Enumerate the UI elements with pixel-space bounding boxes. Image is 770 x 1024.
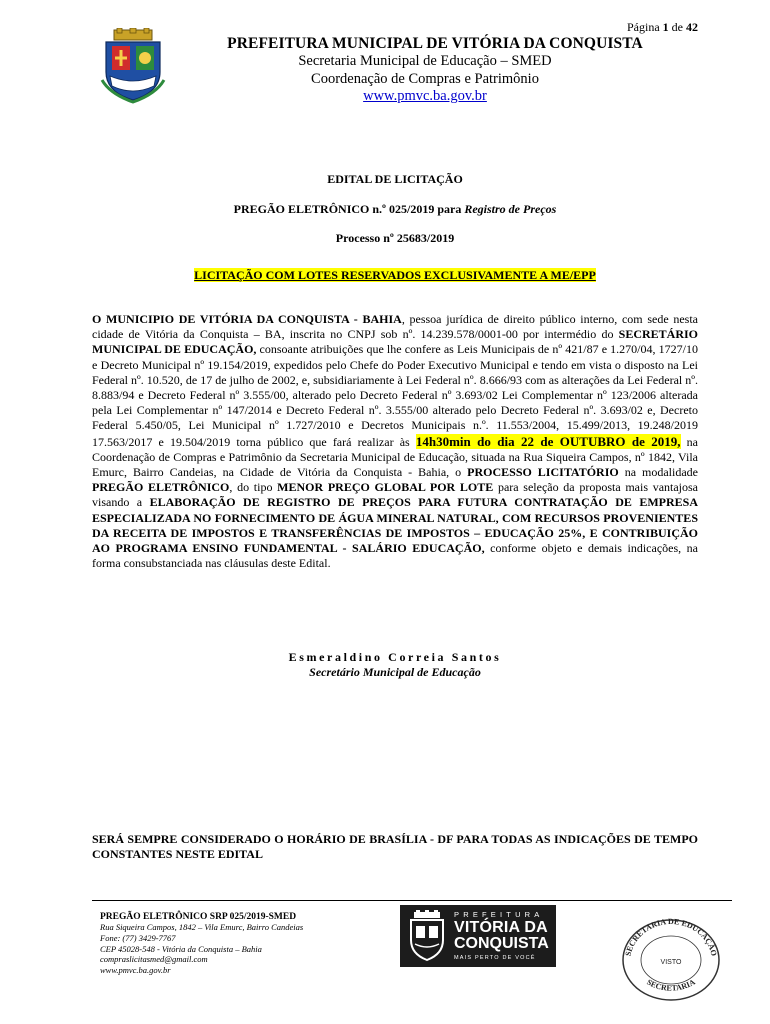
edital-heading: EDITAL DE LICITAÇÃO [327,172,463,186]
footer-info [100,912,400,976]
reserved-lots-notice [92,268,698,283]
footer-phone: Fone: (77) 3429-7767 [100,932,176,943]
body-text-1: , pessoa jurídica de direito público interno, com sede nesta cidade de Vitória da Conquista – BA, inscrita no CNPJ sob nº. 14.239.578/0001-00 por intermédio do [92,312,698,342]
pregao-line [92,202,698,217]
page-number [627,20,698,35]
header-website-link[interactable]: www.pmvc.ba.gov.br [363,88,487,104]
coat-of-arms-icon [100,28,166,104]
secretaria-stamp-icon [618,908,724,1002]
brand-prefeitura: PREFEITURA [454,910,544,919]
page-current: 1 [662,20,669,34]
pregao-registro: Registro de Preços [464,202,557,216]
footer-cep: CEP 45028-548 - Vitória da Conquista – Bahia [100,943,262,954]
body-bold-municipio: O MUNICIPIO DE VITÓRIA DA CONQUISTA - BAHIA [92,312,402,326]
page-sep: de [671,20,683,34]
body-text-5: , do tipo [229,480,278,495]
footer-address: Rua Siqueira Campos, 1842 – Vila Emurc, Bairro Candeias [100,922,304,932]
body-bold-processo: PROCESSO LICITATÓRIO [467,465,619,480]
body-bold-pregao: PREGÃO ELETRÔNICO [92,480,230,495]
page-label: Página [627,20,660,34]
brand-city-line2: CONQUISTA [454,935,549,952]
stamp-middle-text: VISTO [660,959,682,966]
svg-text:SECRETARIA [645,977,697,992]
reserved-lots-text: LICITAÇÃO COM LOTES RESERVADOS EXCLUSIVAMENTE A ME/EPP [194,268,596,282]
brand-slogan: MAIS PERTO DE VOCÊ [454,955,536,961]
page-total: 42 [686,20,698,34]
pregao-prefix: PREGÃO ELETRÔNICO n.º 025/2019 para [233,202,465,216]
header-coordenacao: Coordenação de Compras e Patrimônio [311,71,539,87]
footer-email: compraslicitasmed@gmail.com [100,954,208,965]
body-text-6: para seleção da proposta mais vantajosa visando a [92,480,699,510]
body-text-3: na Coordenação de Compras e Patrimônio da Secretaria Municipal de Educação, situada na Rua Siqueira Campos, nº 1842, Vila Emurc, Bairro Candeias, na Cidade de Vitória da Conquista - Bahia, o [92,434,698,480]
body-text-4: na modalidade [618,465,698,480]
body-bold-menor-preco: MENOR PREÇO GLOBAL POR LOTE [277,480,494,495]
header-title: PREFEITURA MUNICIPAL DE VITÓRIA DA CONQUISTA [227,35,643,52]
signature-name: Esmeraldino Correia Santos [288,650,502,664]
body-bold-objeto: ELABORAÇÃO DE REGISTRO DE PREÇOS PARA FUTURA CONTRATAÇÃO DE EMPRESA ESPECIALIZADA NO FORNECIMENTO DE ÁGUA MINERAL NATURAL, COM RECURSOS PROVENIENTES DA RECEITA DE IMPOSTOS E TRANSFERÊNCIAS DE IMPOSTOS – EDUCAÇÃO 25%, E CONTRIBUIÇÃO AO PROGRAMA ENSINO FUNDAMENTAL - SALÁRIO EDUCAÇÃO, [92,495,698,556]
body-highlight-date: 14h30min do dia 22 de OUTUBRO de 2019, [415,433,681,449]
brasilia-time-notice: SERÁ SEMPRE CONSIDERADO O HORÁRIO DE BRASÍLIA - DF PARA TODAS AS INDICAÇÕES DE TEMPO CONSTANTES NESTE EDITAL [92,832,698,861]
footer-site: www.pmvc.ba.gov.br [100,965,171,976]
signature-role: Secretário Municipal de Educação [309,665,481,679]
footer-divider [92,900,732,901]
brand-city-line1: VITÓRIA DA [454,919,548,936]
body-text-7: conforme objeto e demais indicações, na forma consubstanciada nas cláusulas deste Edital. [92,541,698,571]
body-bold-secretario: SECRETÁRIO MUNICIPAL DE EDUCAÇÃO, [92,327,698,357]
svg-text:SECRETARIA DE EDUCAÇÃO [624,917,719,957]
processo-line: Processo nº 25683/2019 [335,231,455,245]
body-paragraph [92,312,698,571]
stamp-bottom-text: SECRETARIA [645,977,697,993]
stamp-top-text: SECRETARIA DE EDUCAÇÃO [623,916,719,957]
body-text-2: consoante atribuições que lhe confere as Leis Municipais de nº 421/87 e 1.270/04, 1727/10 e Decreto Municipal nº 19.154/2019, expedidos pelo Chefe do Poder Executivo Municipal e tendo em vista o disposto na Lei Federal nº. 10.520, de 17 de julho de 2002, e, subsidiariamente à Lei Federal nº. 8.666/93 com as alterações da Lei Federal nº. 8.883/94 e Decreto Federal nº 3.555/00, alterado pelo Decreto Federal nº 3.693/02 Lei Complementar nº 123/2006 alterada pela Lei Complementar nº 147/2014 e Decreto Federal nº. 3.555/00 alterado pelo Decreto Federal nº. 3.693/02 e, Decreto Federal 5.450/05, Lei Municipal nº 1.727/2010 e Decretos Municipais n.º. 11.553/2004, 15.499/2013, 19.248/2019 17.563/2017 e 19.504/2019 torna público que fará realizar às [92,342,698,449]
prefeitura-logo [400,905,556,967]
header-secretaria: Secretaria Municipal de Educação – SMED [298,53,552,69]
city-emblem-icon [406,910,448,962]
footer-title: PREGÃO ELETRÔNICO SRP 025/2019-SMED [100,912,297,922]
